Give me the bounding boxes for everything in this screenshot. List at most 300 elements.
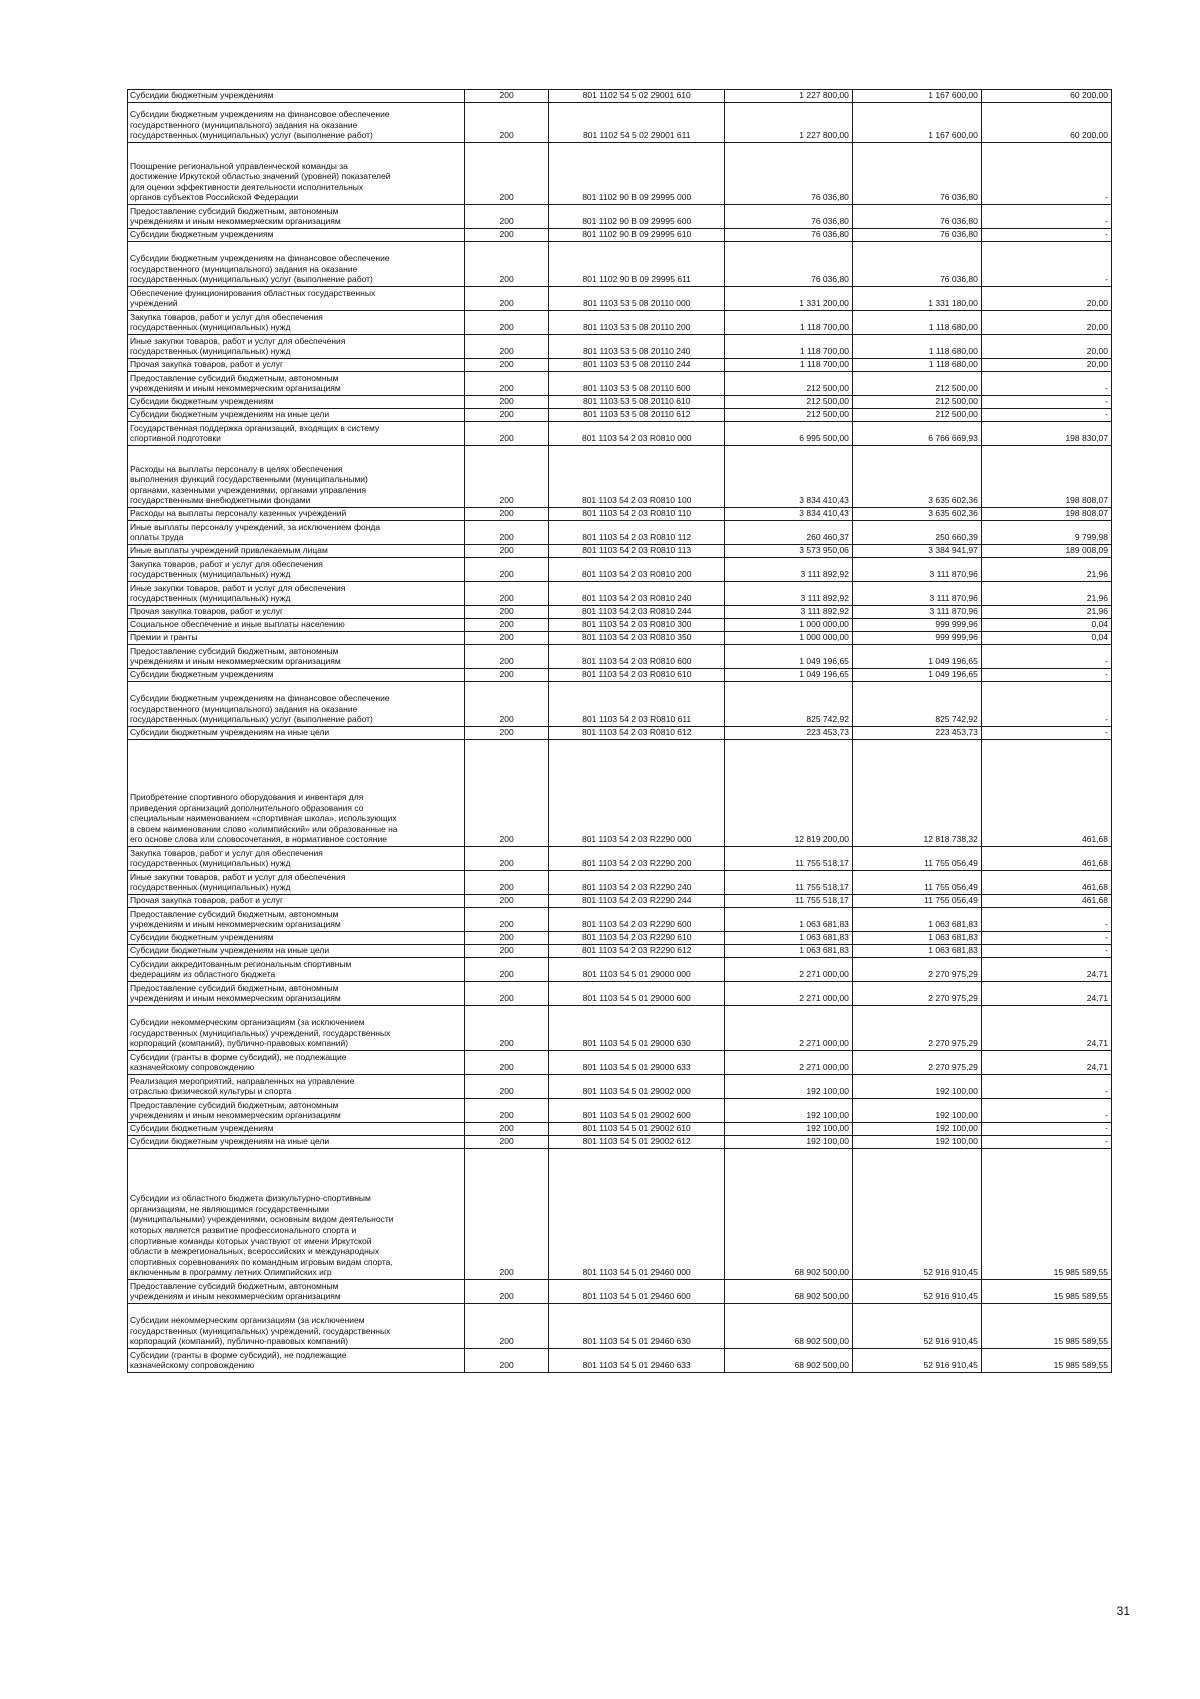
row-actual-amount: 999 999,96	[852, 632, 981, 645]
row-actual-amount: 2 270 975,29	[852, 958, 981, 982]
row-plan-amount: 11 755 518,17	[725, 871, 853, 895]
row-remainder-amount: 20,00	[981, 311, 1111, 335]
row-plan-amount: 76 036,80	[725, 143, 853, 205]
table-row	[128, 619, 1112, 632]
row-plan-amount: 3 111 892,92	[725, 606, 853, 619]
row-actual-amount: 12 818 738,32	[852, 740, 981, 847]
table-row	[128, 740, 1112, 847]
table-row	[128, 143, 1112, 205]
row-name: Субсидии бюджетным учреждениям на иные цели	[128, 945, 465, 958]
row-remainder-amount: -	[981, 682, 1111, 727]
row-admin-code: 200	[464, 1075, 549, 1099]
row-plan-amount: 68 902 500,00	[725, 1304, 853, 1349]
row-actual-amount: 76 036,80	[852, 143, 981, 205]
row-remainder-amount: -	[981, 727, 1111, 740]
row-name: Реализация мероприятий, направленных на управление отраслью физической культуры и спорта	[128, 1075, 465, 1099]
row-budget-code: 801 1103 54 2 03 R2290 612	[549, 945, 725, 958]
row-actual-amount: 2 270 975,29	[852, 1051, 981, 1075]
row-remainder-amount: -	[981, 1136, 1111, 1149]
row-name: Иные закупки товаров, работ и услуг для обеспечения государственных (муниципальных) нужд	[128, 335, 465, 359]
row-name: Поощрение региональной управленческой команды за достижение Иркутской областью значений (уровней) показателей для оценки эффективности деятельности исполнительных органов субъектов Российской Федерации	[128, 143, 465, 205]
row-remainder-amount: 20,00	[981, 335, 1111, 359]
row-plan-amount: 1 118 700,00	[725, 311, 853, 335]
row-actual-amount: 1 049 196,65	[852, 645, 981, 669]
row-name: Приобретение спортивного оборудования и инвентаря для приведения организаций дополнительного образования со специальным наименованием «спортивная школа», использующих в своем наименовании слово «олимпийский» или образованные на его основе слова или словосочетания, в нормативное состояние	[128, 740, 465, 847]
row-actual-amount: 11 755 056,49	[852, 895, 981, 908]
row-admin-code: 200	[464, 396, 549, 409]
row-budget-code: 801 1103 54 5 01 29460 633	[549, 1349, 725, 1373]
row-admin-code: 200	[464, 847, 549, 871]
row-plan-amount: 3 573 950,06	[725, 545, 853, 558]
row-budget-code: 801 1103 54 2 03 R0810 100	[549, 446, 725, 508]
row-budget-code: 801 1103 54 2 03 R2290 600	[549, 908, 725, 932]
row-actual-amount: 3 111 870,96	[852, 606, 981, 619]
row-admin-code: 200	[464, 945, 549, 958]
row-budget-code: 801 1103 54 5 01 29460 600	[549, 1280, 725, 1304]
row-actual-amount: 250 660,39	[852, 521, 981, 545]
table-row	[128, 335, 1112, 359]
row-admin-code: 200	[464, 982, 549, 1006]
row-plan-amount: 1 227 800,00	[725, 90, 853, 103]
row-budget-code: 801 1103 53 5 08 20110 200	[549, 311, 725, 335]
row-actual-amount: 223 453,73	[852, 727, 981, 740]
table-row	[128, 1304, 1112, 1349]
row-remainder-amount: 461,68	[981, 847, 1111, 871]
row-budget-code: 801 1103 54 2 03 R0810 244	[549, 606, 725, 619]
row-remainder-amount: 21,96	[981, 582, 1111, 606]
row-admin-code: 200	[464, 740, 549, 847]
row-budget-code: 801 1103 54 2 03 R0810 000	[549, 422, 725, 446]
row-actual-amount: 192 100,00	[852, 1136, 981, 1149]
row-plan-amount: 1 063 681,83	[725, 932, 853, 945]
row-budget-code: 801 1102 90 В 09 29995 600	[549, 205, 725, 229]
row-remainder-amount: -	[981, 1075, 1111, 1099]
table-row	[128, 932, 1112, 945]
row-budget-code: 801 1103 54 5 01 29002 000	[549, 1075, 725, 1099]
row-admin-code: 200	[464, 90, 549, 103]
row-actual-amount: 1 118 680,00	[852, 359, 981, 372]
row-budget-code: 801 1103 54 5 01 29460 000	[549, 1149, 725, 1280]
row-budget-code: 801 1103 54 2 03 R2290 610	[549, 932, 725, 945]
row-plan-amount: 212 500,00	[725, 372, 853, 396]
table-row	[128, 982, 1112, 1006]
row-budget-code: 801 1103 54 5 01 29002 600	[549, 1099, 725, 1123]
row-admin-code: 200	[464, 446, 549, 508]
row-budget-code: 801 1103 54 5 01 29000 633	[549, 1051, 725, 1075]
row-remainder-amount: 24,71	[981, 1051, 1111, 1075]
table-row	[128, 895, 1112, 908]
table-row	[128, 1149, 1112, 1280]
row-actual-amount: 1 167 600,00	[852, 90, 981, 103]
row-plan-amount: 11 755 518,17	[725, 847, 853, 871]
table-row	[128, 871, 1112, 895]
row-actual-amount: 2 270 975,29	[852, 982, 981, 1006]
row-name: Обеспечение функционирования областных государственных учреждений	[128, 287, 465, 311]
row-budget-code: 801 1102 90 В 09 29995 000	[549, 143, 725, 205]
row-actual-amount: 1 118 680,00	[852, 335, 981, 359]
row-remainder-amount: 24,71	[981, 1006, 1111, 1051]
row-remainder-amount: -	[981, 669, 1111, 682]
row-name: Премии и гранты	[128, 632, 465, 645]
row-budget-code: 801 1103 54 2 03 R0810 600	[549, 645, 725, 669]
row-plan-amount: 76 036,80	[725, 205, 853, 229]
row-name: Субсидии бюджетным учреждениям	[128, 90, 465, 103]
table-row	[128, 545, 1112, 558]
row-name: Иные закупки товаров, работ и услуг для обеспечения государственных (муниципальных) нужд	[128, 582, 465, 606]
row-plan-amount: 192 100,00	[725, 1075, 853, 1099]
row-budget-code: 801 1103 53 5 08 20110 244	[549, 359, 725, 372]
row-actual-amount: 192 100,00	[852, 1123, 981, 1136]
row-name: Иные выплаты учреждений привлекаемым лицам	[128, 545, 465, 558]
row-plan-amount: 1 118 700,00	[725, 335, 853, 359]
table-row	[128, 958, 1112, 982]
row-budget-code: 801 1103 53 5 08 20110 612	[549, 409, 725, 422]
row-plan-amount: 1 000 000,00	[725, 632, 853, 645]
row-plan-amount: 192 100,00	[725, 1099, 853, 1123]
row-admin-code: 200	[464, 645, 549, 669]
row-budget-code: 801 1103 54 2 03 R0810 200	[549, 558, 725, 582]
row-plan-amount: 68 902 500,00	[725, 1280, 853, 1304]
table-row	[128, 669, 1112, 682]
row-name: Закупка товаров, работ и услуг для обеспечения государственных (муниципальных) нужд	[128, 311, 465, 335]
row-plan-amount: 1 331 200,00	[725, 287, 853, 311]
row-plan-amount: 1 063 681,83	[725, 908, 853, 932]
row-actual-amount: 76 036,80	[852, 229, 981, 242]
row-budget-code: 801 1102 54 5 02 29001 611	[549, 103, 725, 143]
row-remainder-amount: 15 985 589,55	[981, 1304, 1111, 1349]
table-row	[128, 90, 1112, 103]
table-row	[128, 446, 1112, 508]
table-row	[128, 727, 1112, 740]
row-budget-code: 801 1103 54 5 01 29000 000	[549, 958, 725, 982]
row-remainder-amount: -	[981, 372, 1111, 396]
row-admin-code: 200	[464, 1123, 549, 1136]
row-plan-amount: 1 000 000,00	[725, 619, 853, 632]
row-actual-amount: 212 500,00	[852, 396, 981, 409]
row-name: Социальное обеспечение и иные выплаты населению	[128, 619, 465, 632]
row-admin-code: 200	[464, 1304, 549, 1349]
row-plan-amount: 1 049 196,65	[725, 645, 853, 669]
table-row	[128, 1006, 1112, 1051]
row-actual-amount: 1 063 681,83	[852, 945, 981, 958]
row-remainder-amount: 198 808,07	[981, 508, 1111, 521]
table-row	[128, 242, 1112, 287]
table-row	[128, 1136, 1112, 1149]
row-remainder-amount: -	[981, 945, 1111, 958]
row-budget-code: 801 1103 53 5 08 20110 240	[549, 335, 725, 359]
row-actual-amount: 212 500,00	[852, 409, 981, 422]
row-plan-amount: 3 834 410,43	[725, 508, 853, 521]
row-remainder-amount: 461,68	[981, 871, 1111, 895]
row-plan-amount: 192 100,00	[725, 1136, 853, 1149]
row-remainder-amount: 189 008,09	[981, 545, 1111, 558]
row-remainder-amount: 21,96	[981, 606, 1111, 619]
table-row	[128, 422, 1112, 446]
row-budget-code: 801 1103 54 2 03 R0810 110	[549, 508, 725, 521]
row-budget-code: 801 1103 54 2 03 R0810 611	[549, 682, 725, 727]
row-actual-amount: 2 270 975,29	[852, 1006, 981, 1051]
row-budget-code: 801 1103 53 5 08 20110 600	[549, 372, 725, 396]
row-actual-amount: 999 999,96	[852, 619, 981, 632]
row-name: Субсидии бюджетным учреждениям на иные цели	[128, 409, 465, 422]
row-remainder-amount: -	[981, 932, 1111, 945]
table-row	[128, 1280, 1112, 1304]
row-plan-amount: 260 460,37	[725, 521, 853, 545]
row-remainder-amount: 60 200,00	[981, 103, 1111, 143]
row-actual-amount: 11 755 056,49	[852, 871, 981, 895]
row-remainder-amount: -	[981, 229, 1111, 242]
row-budget-code: 801 1103 54 2 03 R0810 113	[549, 545, 725, 558]
row-remainder-amount: -	[981, 908, 1111, 932]
row-name: Субсидии бюджетным учреждениям на иные цели	[128, 1136, 465, 1149]
row-name: Закупка товаров, работ и услуг для обеспечения государственных (муниципальных) нужд	[128, 558, 465, 582]
table-row	[128, 311, 1112, 335]
row-admin-code: 200	[464, 669, 549, 682]
row-admin-code: 200	[464, 958, 549, 982]
budget-table	[127, 89, 1112, 1373]
row-plan-amount: 6 995 500,00	[725, 422, 853, 446]
table-row	[128, 508, 1112, 521]
row-name: Субсидии из областного бюджета физкультурно-спортивным организациям, не являющимся государственными (муниципальными) учреждениями, основным видом деятельности которых является развитие профессионального спорта и спортивные команды которых участвуют от имени Иркутской области в межрегиональных, всероссийских и международных спортивных соревнованиях по командным игровым видам спорта, включенным в программу летних Олимпийских игр	[128, 1149, 465, 1280]
row-remainder-amount: 198 808,07	[981, 446, 1111, 508]
row-name: Субсидии бюджетным учреждениям	[128, 669, 465, 682]
row-name: Иные закупки товаров, работ и услуг для обеспечения государственных (муниципальных) нужд	[128, 871, 465, 895]
row-plan-amount: 2 271 000,00	[725, 1006, 853, 1051]
row-actual-amount: 1 331 180,00	[852, 287, 981, 311]
row-budget-code: 801 1103 54 2 03 R0810 350	[549, 632, 725, 645]
row-plan-amount: 2 271 000,00	[725, 958, 853, 982]
row-remainder-amount: 461,68	[981, 895, 1111, 908]
row-actual-amount: 1 049 196,65	[852, 669, 981, 682]
row-actual-amount: 3 635 602,36	[852, 508, 981, 521]
row-budget-code: 801 1103 54 5 01 29002 610	[549, 1123, 725, 1136]
row-name: Прочая закупка товаров, работ и услуг	[128, 359, 465, 372]
row-actual-amount: 1 063 681,83	[852, 932, 981, 945]
row-admin-code: 200	[464, 372, 549, 396]
row-admin-code: 200	[464, 1006, 549, 1051]
table-row	[128, 908, 1112, 932]
table-row	[128, 582, 1112, 606]
row-admin-code: 200	[464, 143, 549, 205]
row-name: Субсидии бюджетным учреждениям на финансовое обеспечение государственного (муниципального) задания на оказание государственных (муниципальных) услуг (выполнение работ)	[128, 103, 465, 143]
row-budget-code: 801 1103 54 5 01 29000 600	[549, 982, 725, 1006]
table-row	[128, 645, 1112, 669]
row-name: Предоставление субсидий бюджетным, автономным учреждениям и иным некоммерческим организациям	[128, 982, 465, 1006]
row-actual-amount: 825 742,92	[852, 682, 981, 727]
row-budget-code: 801 1103 53 5 08 20110 610	[549, 396, 725, 409]
row-actual-amount: 3 111 870,96	[852, 582, 981, 606]
row-actual-amount: 1 063 681,83	[852, 908, 981, 932]
row-budget-code: 801 1103 54 2 03 R0810 112	[549, 521, 725, 545]
row-name: Закупка товаров, работ и услуг для обеспечения государственных (муниципальных) нужд	[128, 847, 465, 871]
row-actual-amount: 52 916 910,45	[852, 1349, 981, 1373]
row-admin-code: 200	[464, 229, 549, 242]
budget-execution-table	[127, 89, 1112, 1373]
row-admin-code: 200	[464, 242, 549, 287]
row-name: Предоставление субсидий бюджетным, автономным учреждениям и иным некоммерческим организациям	[128, 372, 465, 396]
row-remainder-amount: 15 985 589,55	[981, 1280, 1111, 1304]
row-plan-amount: 825 742,92	[725, 682, 853, 727]
row-admin-code: 200	[464, 895, 549, 908]
row-admin-code: 200	[464, 582, 549, 606]
row-admin-code: 200	[464, 727, 549, 740]
row-actual-amount: 52 916 910,45	[852, 1304, 981, 1349]
row-actual-amount: 1 118 680,00	[852, 311, 981, 335]
row-budget-code: 801 1103 54 5 01 29002 612	[549, 1136, 725, 1149]
table-row	[128, 945, 1112, 958]
row-admin-code: 200	[464, 508, 549, 521]
table-row	[128, 847, 1112, 871]
row-admin-code: 200	[464, 1051, 549, 1075]
row-name: Предоставление субсидий бюджетным, автономным учреждениям и иным некоммерческим организациям	[128, 645, 465, 669]
row-plan-amount: 68 902 500,00	[725, 1149, 853, 1280]
row-admin-code: 200	[464, 558, 549, 582]
row-admin-code: 200	[464, 287, 549, 311]
row-remainder-amount: 20,00	[981, 359, 1111, 372]
row-admin-code: 200	[464, 1349, 549, 1373]
row-remainder-amount: 0,04	[981, 632, 1111, 645]
row-remainder-amount: 15 985 589,55	[981, 1349, 1111, 1373]
row-remainder-amount: 15 985 589,55	[981, 1149, 1111, 1280]
table-row	[128, 682, 1112, 727]
row-admin-code: 200	[464, 682, 549, 727]
row-name: Субсидии некоммерческим организациям (за исключением государственных (муниципальных) учреждений, государственных корпораций (компаний), публично-правовых компаний)	[128, 1006, 465, 1051]
row-budget-code: 801 1103 54 2 03 R2290 200	[549, 847, 725, 871]
row-admin-code: 200	[464, 1149, 549, 1280]
row-admin-code: 200	[464, 1099, 549, 1123]
row-plan-amount: 76 036,80	[725, 242, 853, 287]
row-actual-amount: 192 100,00	[852, 1099, 981, 1123]
row-plan-amount: 2 271 000,00	[725, 982, 853, 1006]
row-actual-amount: 76 036,80	[852, 205, 981, 229]
row-actual-amount: 3 635 602,36	[852, 446, 981, 508]
row-name: Предоставление субсидий бюджетным, автономным учреждениям и иным некоммерческим организациям	[128, 1099, 465, 1123]
row-name: Расходы на выплаты персоналу в целях обеспечения выполнения функций государственными (муниципальными) органами, казенными учреждениями, органами управления государственными внебюджетными фондами	[128, 446, 465, 508]
table-row	[128, 409, 1112, 422]
row-plan-amount: 68 902 500,00	[725, 1349, 853, 1373]
table-row	[128, 396, 1112, 409]
row-admin-code: 200	[464, 422, 549, 446]
row-plan-amount: 1 063 681,83	[725, 945, 853, 958]
row-name: Субсидии аккредитованным региональным спортивным федерациям из областного бюджета	[128, 958, 465, 982]
row-admin-code: 200	[464, 908, 549, 932]
table-row	[128, 229, 1112, 242]
row-admin-code: 200	[464, 521, 549, 545]
table-row	[128, 1099, 1112, 1123]
row-admin-code: 200	[464, 311, 549, 335]
row-name: Субсидии бюджетным учреждениям на финансовое обеспечение государственного (муниципального) задания на оказание государственных (муниципальных) услуг (выполнение работ)	[128, 242, 465, 287]
row-name: Предоставление субсидий бюджетным, автономным учреждениям и иным некоммерческим организациям	[128, 205, 465, 229]
row-plan-amount: 1 049 196,65	[725, 669, 853, 682]
row-actual-amount: 6 766 669,93	[852, 422, 981, 446]
row-remainder-amount: -	[981, 205, 1111, 229]
row-plan-amount: 12 819 200,00	[725, 740, 853, 847]
row-remainder-amount: 198 830,07	[981, 422, 1111, 446]
row-name: Прочая закупка товаров, работ и услуг	[128, 895, 465, 908]
row-actual-amount: 1 167 600,00	[852, 103, 981, 143]
row-remainder-amount: 9 799,98	[981, 521, 1111, 545]
row-admin-code: 200	[464, 359, 549, 372]
row-plan-amount: 3 834 410,43	[725, 446, 853, 508]
row-admin-code: 200	[464, 606, 549, 619]
table-row	[128, 606, 1112, 619]
row-budget-code: 801 1103 54 5 01 29000 630	[549, 1006, 725, 1051]
row-remainder-amount: -	[981, 645, 1111, 669]
row-remainder-amount: -	[981, 409, 1111, 422]
table-row	[128, 1349, 1112, 1373]
row-remainder-amount: -	[981, 1099, 1111, 1123]
row-budget-code: 801 1103 54 2 03 R0810 610	[549, 669, 725, 682]
row-actual-amount: 11 755 056,49	[852, 847, 981, 871]
row-name: Субсидии (гранты в форме субсидий), не подлежащие казначейскому сопровождению	[128, 1051, 465, 1075]
row-name: Иные выплаты персоналу учреждений, за исключением фонда оплаты труда	[128, 521, 465, 545]
row-plan-amount: 11 755 518,17	[725, 895, 853, 908]
row-budget-code: 801 1103 54 2 03 R2290 244	[549, 895, 725, 908]
row-admin-code: 200	[464, 932, 549, 945]
row-remainder-amount: 21,96	[981, 558, 1111, 582]
row-budget-code: 801 1103 54 2 03 R2290 240	[549, 871, 725, 895]
row-plan-amount: 192 100,00	[725, 1123, 853, 1136]
row-remainder-amount: 24,71	[981, 982, 1111, 1006]
row-name: Субсидии бюджетным учреждениям	[128, 229, 465, 242]
row-plan-amount: 2 271 000,00	[725, 1051, 853, 1075]
table-row	[128, 632, 1112, 645]
row-name: Субсидии бюджетным учреждениям	[128, 1123, 465, 1136]
row-admin-code: 200	[464, 1280, 549, 1304]
row-plan-amount: 1 118 700,00	[725, 359, 853, 372]
row-plan-amount: 212 500,00	[725, 409, 853, 422]
row-remainder-amount: 60 200,00	[981, 90, 1111, 103]
row-name: Государственная поддержка организаций, входящих в систему спортивной подготовки	[128, 422, 465, 446]
row-budget-code: 801 1102 54 5 02 29001 610	[549, 90, 725, 103]
row-plan-amount: 76 036,80	[725, 229, 853, 242]
row-name: Субсидии бюджетным учреждениям	[128, 396, 465, 409]
row-budget-code: 801 1103 54 2 03 R0810 300	[549, 619, 725, 632]
table-row	[128, 558, 1112, 582]
row-admin-code: 200	[464, 1136, 549, 1149]
row-actual-amount: 52 916 910,45	[852, 1149, 981, 1280]
row-actual-amount: 52 916 910,45	[852, 1280, 981, 1304]
row-admin-code: 200	[464, 103, 549, 143]
row-actual-amount: 3 111 870,96	[852, 558, 981, 582]
row-name: Субсидии некоммерческим организациям (за исключением государственных (муниципальных) учреждений, государственных корпораций (компаний), публично-правовых компаний)	[128, 1304, 465, 1349]
row-admin-code: 200	[464, 545, 549, 558]
row-budget-code: 801 1102 90 В 09 29995 611	[549, 242, 725, 287]
table-row	[128, 103, 1112, 143]
row-actual-amount: 212 500,00	[852, 372, 981, 396]
table-row	[128, 1075, 1112, 1099]
row-plan-amount: 1 227 800,00	[725, 103, 853, 143]
table-row	[128, 1123, 1112, 1136]
row-name: Субсидии (гранты в форме субсидий), не подлежащие казначейскому сопровождению	[128, 1349, 465, 1373]
row-name: Субсидии бюджетным учреждениям	[128, 932, 465, 945]
row-remainder-amount: -	[981, 143, 1111, 205]
row-remainder-amount: -	[981, 1123, 1111, 1136]
row-budget-code: 801 1103 53 5 08 20110 000	[549, 287, 725, 311]
table-row	[128, 372, 1112, 396]
table-row	[128, 521, 1112, 545]
row-remainder-amount: 0,04	[981, 619, 1111, 632]
row-admin-code: 200	[464, 409, 549, 422]
row-name: Расходы на выплаты персоналу казенных учреждений	[128, 508, 465, 521]
row-remainder-amount: -	[981, 396, 1111, 409]
row-actual-amount: 3 384 941,97	[852, 545, 981, 558]
row-budget-code: 801 1102 90 В 09 29995 610	[549, 229, 725, 242]
page-number: 31	[1116, 1604, 1130, 1618]
table-row	[128, 205, 1112, 229]
row-plan-amount: 3 111 892,92	[725, 558, 853, 582]
row-plan-amount: 223 453,73	[725, 727, 853, 740]
